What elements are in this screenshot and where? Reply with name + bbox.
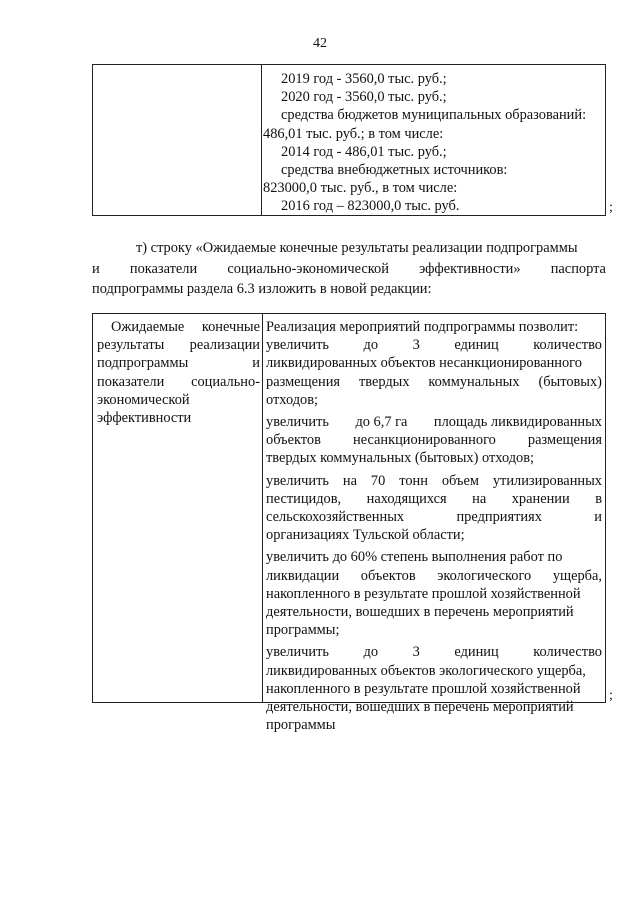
text-fragment: пестицидов, — [266, 490, 342, 507]
funding-line: 2019 год - 3560,0 тыс. руб.; — [281, 71, 447, 87]
paragraph-line: подпрограммы раздела 6.3 изложить в новой редакции: — [92, 281, 432, 297]
funding-cell — [263, 70, 603, 216]
text-fragment: увеличить — [266, 337, 329, 354]
result-line — [266, 449, 602, 467]
text-fragment: на — [472, 490, 487, 507]
result-line — [266, 472, 602, 490]
text-fragment: программы — [266, 717, 336, 734]
result-line — [266, 391, 602, 409]
column-divider — [261, 65, 262, 215]
text-fragment: несанкционированного — [353, 432, 496, 449]
text-fragment: показатели — [97, 373, 165, 390]
text-fragment: увеличить — [266, 414, 329, 431]
text-fragment: 70 — [370, 472, 386, 489]
text-fragment: накопленного в результате прошлой хозяйственной — [266, 680, 581, 697]
text-fragment: увеличить — [266, 644, 329, 661]
text-fragment: реализации — [189, 337, 260, 354]
text-fragment: до — [363, 644, 379, 661]
text-fragment: единиц — [454, 644, 499, 661]
text-fragment: количество — [533, 337, 602, 354]
result-line — [266, 318, 602, 336]
text-fragment: и — [92, 260, 100, 277]
text-fragment: (бытовых) — [538, 373, 602, 390]
text-fragment: Реализация мероприятий подпрограммы позволит: — [266, 319, 579, 335]
text-fragment: деятельности, вошедших в перечень мероприятий — [266, 604, 574, 621]
result-line — [266, 585, 602, 603]
result-line — [266, 336, 602, 354]
text-fragment: в — [595, 490, 602, 507]
text-fragment: 3 — [412, 644, 420, 661]
result-line — [266, 548, 602, 566]
funding-line: 2020 год - 3560,0 тыс. руб.; — [281, 89, 447, 106]
label-line — [97, 373, 260, 391]
result-line — [266, 716, 602, 734]
text-fragment: ущерба, — [552, 567, 602, 584]
results-label-cell — [97, 318, 260, 427]
text-fragment: увеличить — [266, 472, 329, 489]
paragraph-line: т) строку «Ожидаемые конечные результаты реализации подпрограммы — [136, 240, 578, 256]
text-fragment: социально-экономической — [227, 260, 389, 277]
result-line — [266, 490, 602, 508]
column-divider — [262, 314, 263, 702]
table-end-semicolon: ; — [609, 200, 613, 215]
text-fragment: размещения — [266, 373, 341, 390]
text-fragment: подпрограммы — [97, 355, 189, 372]
funding-table-continuation — [92, 64, 606, 216]
result-line — [266, 662, 602, 680]
text-fragment: и — [594, 509, 602, 526]
result-line — [266, 508, 602, 526]
label-line — [97, 318, 260, 336]
page-number: 42 — [313, 36, 327, 51]
result-line — [266, 567, 602, 585]
text-fragment: объем — [441, 472, 479, 489]
result-line — [266, 643, 602, 661]
text-fragment: объектов — [266, 432, 321, 449]
result-line — [266, 680, 602, 698]
text-fragment: на — [342, 472, 357, 489]
result-line — [266, 603, 602, 621]
text-fragment: единиц — [454, 337, 499, 354]
text-fragment: размещения — [527, 432, 602, 449]
result-line — [266, 373, 602, 391]
text-fragment: социально- — [191, 373, 260, 390]
results-content-cell — [266, 318, 602, 734]
funding-line: 823000,0 тыс. руб., в том числе: — [263, 180, 458, 197]
text-fragment: эффективности» — [419, 260, 521, 277]
table-end-semicolon: ; — [609, 688, 613, 703]
amendment-paragraph — [92, 238, 606, 300]
text-fragment: площадь ликвидированных — [433, 414, 602, 431]
result-line — [266, 526, 602, 544]
text-fragment: накопленного в результате прошлой хозяйственной — [266, 585, 581, 602]
label-line — [97, 336, 260, 354]
text-fragment: деятельности, вошедших в перечень мероприятий — [266, 699, 574, 716]
text-fragment: Ожидаемые — [111, 319, 185, 335]
result-line — [266, 621, 602, 639]
text-fragment: паспорта — [550, 260, 606, 277]
funding-line: 486,01 тыс. руб.; в том числе: — [263, 125, 444, 142]
result-line — [266, 431, 602, 449]
text-fragment: отходов; — [266, 391, 319, 408]
funding-line: средства внебюджетных источников: — [281, 162, 508, 179]
text-fragment: увеличить до 60% степень выполнения работ по — [266, 549, 563, 566]
text-fragment: тонн — [399, 472, 428, 489]
text-fragment: 3 — [412, 337, 420, 354]
text-fragment: экологического — [437, 567, 532, 584]
result-line — [266, 413, 602, 431]
text-fragment: программы; — [266, 622, 340, 639]
text-fragment: конечные — [201, 319, 260, 335]
text-fragment: объектов — [360, 567, 416, 584]
text-fragment: показатели — [129, 260, 198, 277]
text-fragment: утилизированных — [492, 472, 602, 489]
text-fragment: до — [363, 337, 379, 354]
text-fragment: эффективности — [97, 410, 192, 427]
result-line — [266, 354, 602, 372]
paragraph-line — [92, 259, 606, 280]
text-fragment: организациях Тульской области; — [266, 527, 465, 544]
text-fragment: коммунальных — [428, 373, 520, 390]
text-fragment: экономической — [97, 391, 190, 408]
funding-line: средства бюджетов муниципальных образований: — [281, 107, 587, 124]
label-line — [97, 409, 260, 427]
text-fragment: предприятиях — [456, 509, 542, 526]
label-line — [97, 354, 260, 372]
text-fragment: находящихся — [366, 490, 447, 507]
text-fragment: твердых — [358, 373, 410, 390]
text-fragment: количество — [533, 644, 602, 661]
text-fragment: ликвидированных объектов экологического ущерба, — [266, 662, 586, 679]
text-fragment: и — [252, 355, 260, 372]
expected-results-table — [92, 313, 606, 734]
text-fragment: твердых коммунальных (бытовых) отходов; — [266, 450, 535, 467]
text-fragment: результаты — [97, 337, 165, 354]
text-fragment: ликвидации — [266, 567, 340, 584]
result-line — [266, 698, 602, 716]
funding-line: 2016 год – 823000,0 тыс. руб. — [281, 198, 460, 215]
text-fragment: сельскохозяйственных — [266, 509, 405, 526]
label-line — [97, 391, 260, 409]
funding-line: 2014 год - 486,01 тыс. руб.; — [281, 143, 447, 160]
text-fragment: ликвидированных объектов несанкционированного — [266, 355, 582, 372]
text-fragment: хранении — [511, 490, 570, 507]
text-fragment: до 6,7 га — [355, 414, 408, 431]
